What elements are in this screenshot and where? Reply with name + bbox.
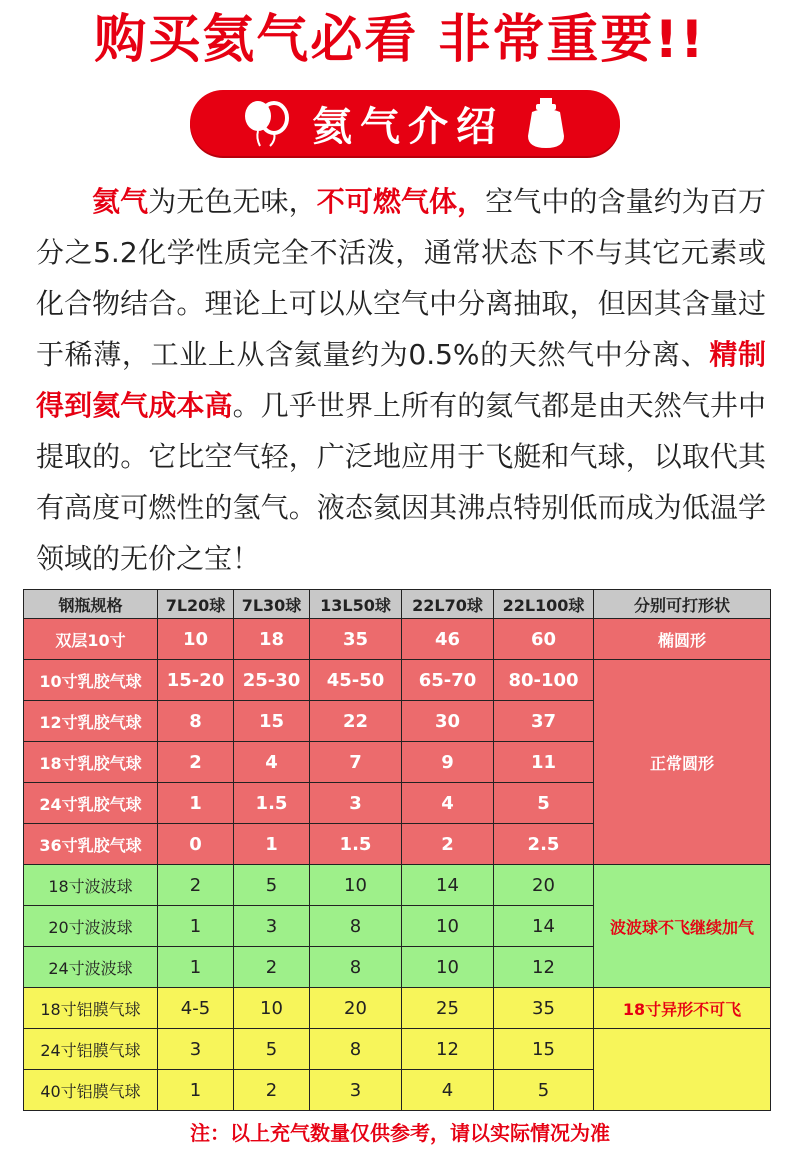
- table-cell: 0: [158, 824, 234, 865]
- row-label: 12寸乳胶气球: [24, 701, 158, 742]
- table-cell: 14: [494, 906, 594, 947]
- table-cell: 2: [234, 1070, 310, 1111]
- header-22l100: 22L100球: [494, 590, 594, 619]
- intro-high-cost: 精制得到氦气成本高: [36, 338, 766, 422]
- table-cell: 35: [494, 988, 594, 1029]
- table-cell: 11: [494, 742, 594, 783]
- table-cell: 1: [158, 783, 234, 824]
- table-cell: 22: [310, 701, 402, 742]
- table-cell: 4: [234, 742, 310, 783]
- table-cell: 15-20: [158, 660, 234, 701]
- shape-note-bobo: 波波球不飞继续加气: [594, 865, 771, 988]
- table-cell: 2.5: [494, 824, 594, 865]
- table-row: [24, 660, 771, 701]
- intro-nonflammable: 不可燃气体，: [316, 185, 486, 218]
- table-cell: 10: [234, 988, 310, 1029]
- table-cell: 25: [402, 988, 494, 1029]
- table-cell: 18: [234, 619, 310, 660]
- table-cell: 5: [494, 783, 594, 824]
- intro-helium: 氦气: [92, 185, 149, 218]
- row-label: 36寸乳胶气球: [24, 824, 158, 865]
- intro-text-2: 空气中的含量约为百万分之5.2化学性质完全不活泼，通常状态下不与其它元素或化合物结合。理论上可以从空气中分离抽取，但因其含量过于稀薄，工业上从含氦量约为0.5%的天然气中分离、: [36, 185, 766, 371]
- table-cell: 15: [494, 1029, 594, 1070]
- row-label: 24寸乳胶气球: [24, 783, 158, 824]
- table-cell: 9: [402, 742, 494, 783]
- header-22l70: 22L70球: [402, 590, 494, 619]
- table-cell: 8: [310, 947, 402, 988]
- table-cell: 10: [402, 906, 494, 947]
- table-cell: 3: [310, 1070, 402, 1111]
- table-cell: 3: [310, 783, 402, 824]
- row-label: 18寸波波球: [24, 865, 158, 906]
- row-label: 18寸乳胶气球: [24, 742, 158, 783]
- intro-text-1: 为无色无味，: [148, 185, 317, 218]
- header-13l50: 13L50球: [310, 590, 402, 619]
- shape-note-foil: 18寸异形不可飞: [594, 988, 771, 1029]
- page-headline: 购买氦气必看 非常重要!!: [94, 10, 706, 70]
- table-cell: 3: [234, 906, 310, 947]
- table-cell: 45-50: [310, 660, 402, 701]
- row-label: 18寸铝膜气球: [24, 988, 158, 1029]
- table-cell: 2: [158, 865, 234, 906]
- table-cell: 12: [402, 1029, 494, 1070]
- table-header-row: [24, 590, 771, 619]
- table-cell: 1: [158, 947, 234, 988]
- row-label: 40寸铝膜气球: [24, 1070, 158, 1111]
- table-cell: 10: [402, 947, 494, 988]
- table-cell: 80-100: [494, 660, 594, 701]
- table-cell: 46: [402, 619, 494, 660]
- shape-note-empty: [594, 1029, 771, 1111]
- table-cell: 4: [402, 783, 494, 824]
- table-cell: 30: [402, 701, 494, 742]
- table-cell: 1: [158, 906, 234, 947]
- gas-cylinder-icon: [522, 96, 570, 150]
- header-7l20: 7L20球: [158, 590, 234, 619]
- footnote: 注：以上充气数量仅供参考，请以实际情况为准: [190, 1121, 610, 1145]
- table-row: [24, 865, 771, 906]
- helium-capacity-table: [23, 589, 771, 1111]
- intro-text-3: 。几乎世界上所有的氦气都是由天然气井中提取的。它比空气轻，广泛地应用于飞艇和气球，以取代其有高度可燃性的氢气。液态氦因其沸点特别低而成为低温学领域的无价之宝！: [36, 389, 766, 575]
- shape-note-round: 正常圆形: [594, 660, 771, 865]
- table-cell: 65-70: [402, 660, 494, 701]
- intro-banner: [190, 90, 620, 156]
- table-cell: 12: [494, 947, 594, 988]
- table-cell: 1: [234, 824, 310, 865]
- table-cell: 2: [402, 824, 494, 865]
- table-cell: 4-5: [158, 988, 234, 1029]
- table-cell: 1: [158, 1070, 234, 1111]
- table-cell: 5: [234, 865, 310, 906]
- table-cell: 20: [310, 988, 402, 1029]
- table-cell: 5: [494, 1070, 594, 1111]
- table-cell: 10: [310, 865, 402, 906]
- table-cell: 8: [310, 906, 402, 947]
- banner-title: 氦气介绍: [312, 103, 504, 150]
- table-cell: 25-30: [234, 660, 310, 701]
- table-cell: 15: [234, 701, 310, 742]
- header-7l30: 7L30球: [234, 590, 310, 619]
- table-cell: 8: [158, 701, 234, 742]
- table-row: [24, 1029, 771, 1070]
- table-cell: 35: [310, 619, 402, 660]
- table-row: [24, 619, 771, 660]
- row-label: 20寸波波球: [24, 906, 158, 947]
- table-cell: 4: [402, 1070, 494, 1111]
- table-cell: 2: [234, 947, 310, 988]
- table-cell: 1.5: [310, 824, 402, 865]
- row-label: 24寸波波球: [24, 947, 158, 988]
- intro-paragraph: [36, 176, 766, 584]
- table-cell: 10: [158, 619, 234, 660]
- table-cell: 14: [402, 865, 494, 906]
- table-cell: 5: [234, 1029, 310, 1070]
- balloons-icon: [240, 98, 294, 148]
- table-cell: 2: [158, 742, 234, 783]
- table-cell: 20: [494, 865, 594, 906]
- table-cell: 60: [494, 619, 594, 660]
- table-cell: 37: [494, 701, 594, 742]
- shape-note-oval: 椭圆形: [594, 619, 771, 660]
- row-label: 24寸铝膜气球: [24, 1029, 158, 1070]
- row-label: 双层10寸: [24, 619, 158, 660]
- table-cell: 3: [158, 1029, 234, 1070]
- row-label: 10寸乳胶气球: [24, 660, 158, 701]
- header-shape: 分别可打形状: [594, 590, 771, 619]
- table-cell: 7: [310, 742, 402, 783]
- table-cell: 8: [310, 1029, 402, 1070]
- header-cylinder-spec: 钢瓶规格: [24, 590, 158, 619]
- table-row: [24, 988, 771, 1029]
- table-cell: 1.5: [234, 783, 310, 824]
